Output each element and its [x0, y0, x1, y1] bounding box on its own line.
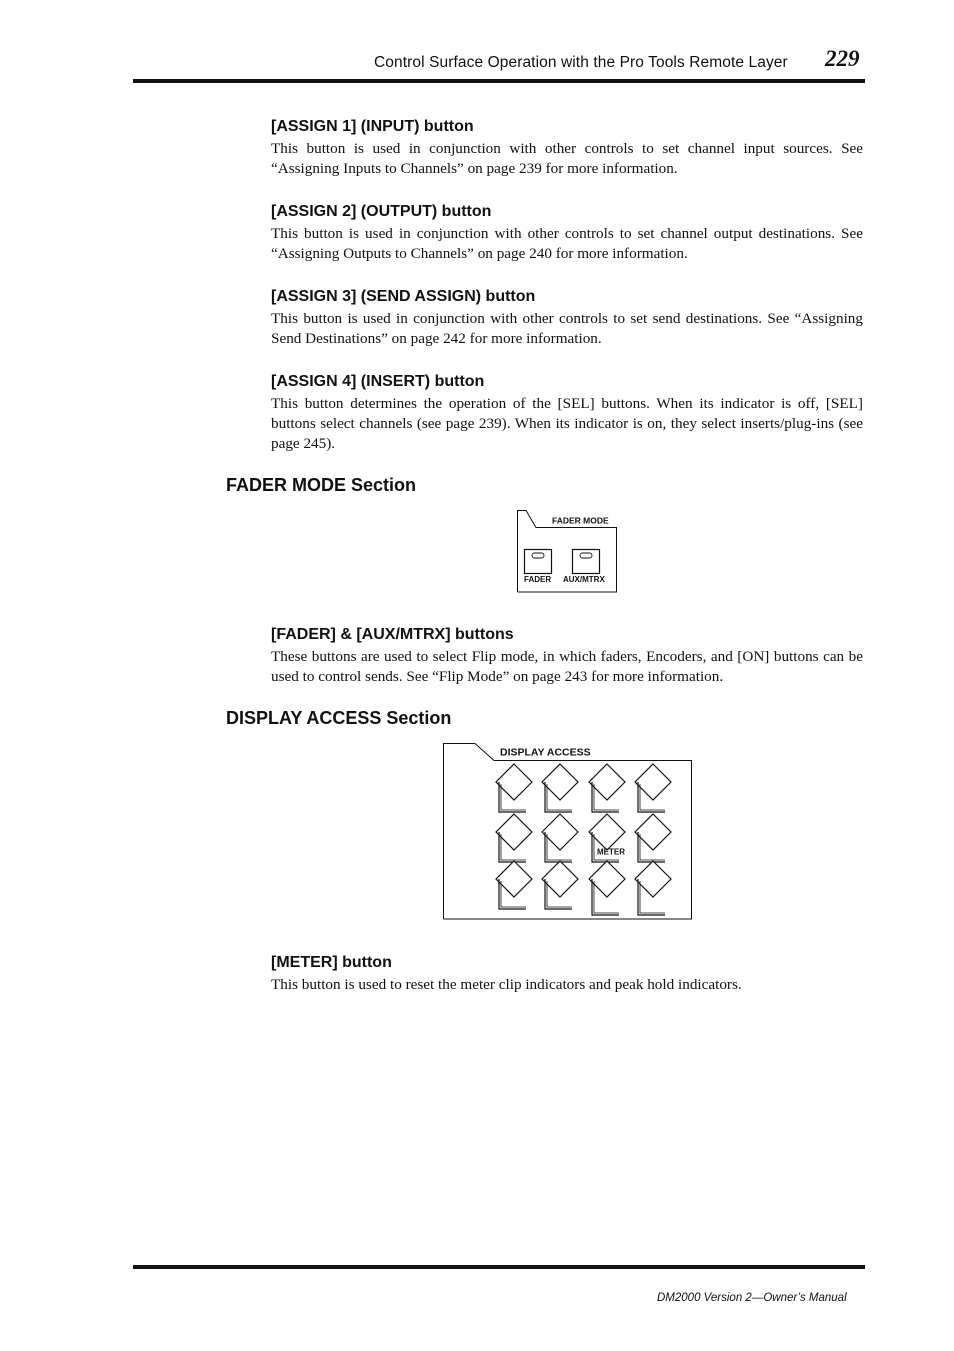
display-button[interactable] — [589, 764, 625, 812]
assign-1-text: This button is used in conjunction with other controls to set channel input sources. See “Assigning Inputs to Channels” on page 239 for more information. — [271, 140, 863, 177]
footer-text: DM2000 Version 2—Owner’s Manual — [657, 1292, 847, 1304]
aux-mtrx-button-label: AUX/MTRX — [563, 575, 605, 584]
assign-2-heading: [ASSIGN 2] (OUTPUT) button — [271, 203, 492, 220]
running-title: Control Surface Operation with the Pro Tools Remote Layer — [374, 54, 788, 71]
aux-mtrx-indicator — [580, 553, 592, 558]
display-access-panel-label: DISPLAY ACCESS — [500, 746, 591, 759]
display-button[interactable] — [496, 764, 532, 812]
meter-heading: [METER] button — [271, 954, 392, 971]
fader-mode-panel-label: FADER MODE — [552, 515, 609, 526]
assign-3-heading: [ASSIGN 3] (SEND ASSIGN) button — [271, 288, 536, 305]
fader-mode-section-title: FADER MODE Section — [226, 475, 417, 495]
assign-1-heading: [ASSIGN 1] (INPUT) button — [271, 118, 474, 135]
display-button[interactable] — [496, 814, 532, 862]
display-button[interactable] — [542, 764, 578, 812]
page-number: 229 — [825, 46, 860, 71]
display-access-figure — [442, 742, 694, 921]
display-button[interactable] — [496, 861, 532, 909]
meter-button-label: METER — [597, 847, 625, 857]
display-button[interactable] — [635, 764, 671, 812]
assign-3-text: This button is used in conjunction with other controls to set send destinations. See “Assigning Send Destinations” on page 242 for more information. — [271, 310, 863, 347]
fader-aux-heading: [FADER] & [AUX/MTRX] buttons — [271, 626, 514, 643]
display-button[interactable] — [542, 861, 578, 909]
fader-aux-text: These buttons are used to select Flip mode, in which faders, Encoders, and [ON] buttons can be used to control sends. See “Flip Mode” on page 243 for more information. — [271, 648, 863, 685]
display-button[interactable] — [589, 861, 625, 915]
fader-mode-figure — [516, 509, 618, 593]
aux-mtrx-button[interactable] — [573, 550, 600, 574]
header-rule — [133, 79, 865, 83]
assign-4-text: This button determines the operation of the [SEL] buttons. When its indicator is off, [SEL] buttons select channels (see page 239). When its indicator is on, they select inserts/plug-ins (see page 245). — [271, 395, 863, 452]
assign-4-heading: [ASSIGN 4] (INSERT) button — [271, 373, 485, 390]
assign-2-text: This button is used in conjunction with other controls to set channel output destinations. See “Assigning Outputs to Channels” on page 240 for more information. — [271, 225, 863, 262]
meter-text: This button is used to reset the meter clip indicators and peak hold indicators. — [271, 976, 742, 993]
footer-rule — [133, 1265, 865, 1269]
fader-indicator — [532, 553, 544, 558]
display-access-section-title: DISPLAY ACCESS Section — [226, 708, 452, 728]
display-button[interactable] — [542, 814, 578, 862]
display-button[interactable] — [635, 814, 671, 862]
fader-button[interactable] — [525, 550, 552, 574]
fader-button-label: FADER — [524, 575, 552, 584]
display-button[interactable] — [635, 861, 671, 915]
